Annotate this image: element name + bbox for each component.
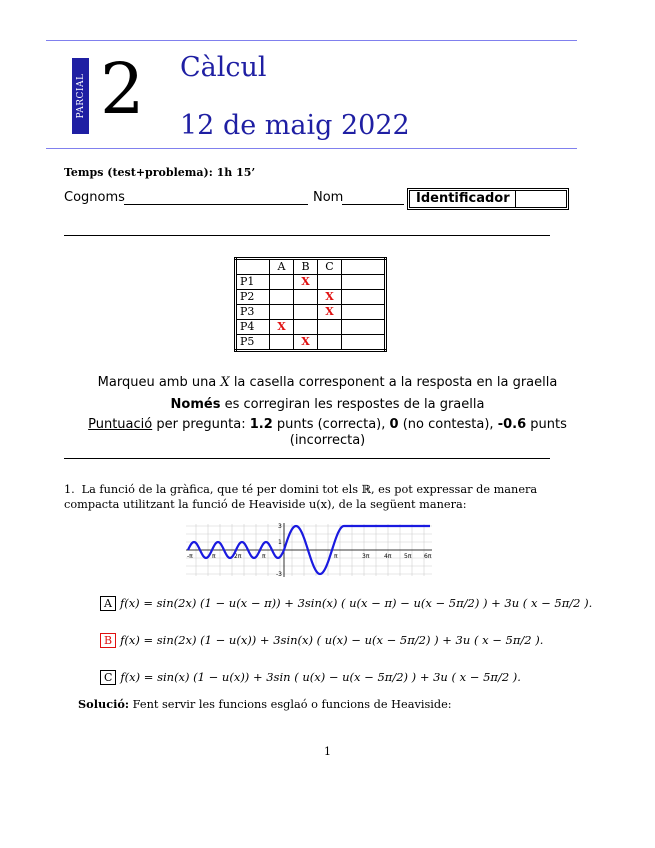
solution-text: Fent servir les funcions esglaó o funcions de Heaviside: bbox=[132, 698, 452, 711]
grid-header-cell: C bbox=[318, 259, 342, 275]
name-label: Nom bbox=[313, 190, 344, 205]
x-tick-label: -π bbox=[187, 553, 193, 560]
grid-answer-cell[interactable] bbox=[294, 290, 318, 305]
grid-row-label: P1 bbox=[236, 275, 270, 290]
option-b[interactable] bbox=[100, 633, 543, 648]
grid-answer-cell[interactable]: X bbox=[318, 290, 342, 305]
x-tick-label: 6π bbox=[424, 553, 432, 560]
exam-number: 2 bbox=[100, 48, 145, 130]
grid-row-label: P5 bbox=[236, 335, 270, 351]
grid-answer-cell[interactable] bbox=[270, 305, 294, 320]
instruction-text: per pregunta: bbox=[152, 417, 250, 432]
x-tick-label: 2π bbox=[234, 553, 242, 560]
option-letter: B bbox=[100, 633, 116, 648]
y-tick-label: 1 bbox=[278, 539, 282, 546]
instruction-line-4: (incorrecta) bbox=[289, 433, 366, 448]
solution bbox=[78, 697, 452, 711]
grid-answer-cell[interactable]: X bbox=[294, 335, 318, 351]
x-tick-label: π bbox=[334, 553, 338, 560]
surname-label: Cognoms bbox=[64, 190, 125, 205]
course-title: Càlcul bbox=[180, 52, 267, 83]
x-tick-label: 4π bbox=[384, 553, 392, 560]
x-tick-label: 3π bbox=[362, 553, 370, 560]
exam-date: 12 de maig 2022 bbox=[180, 110, 410, 141]
points-blank: 0 bbox=[389, 417, 399, 432]
points-correct: 1.2 bbox=[249, 417, 273, 432]
grid-answer-cell[interactable]: X bbox=[318, 305, 342, 320]
question-number: 1. bbox=[64, 483, 75, 496]
answer-grid bbox=[234, 257, 387, 352]
instruction-text: (no contesta), bbox=[398, 417, 498, 432]
grid-answer-cell[interactable] bbox=[270, 290, 294, 305]
header-bottom-rule bbox=[46, 148, 577, 149]
grid-row bbox=[236, 335, 386, 351]
option-letter: A bbox=[100, 596, 116, 611]
signature-rule bbox=[64, 235, 550, 236]
grid-answer-cell[interactable] bbox=[318, 335, 342, 351]
grid-answer-cell[interactable] bbox=[318, 320, 342, 335]
surname-field[interactable] bbox=[124, 204, 308, 205]
grid-row bbox=[236, 290, 386, 305]
option-a[interactable] bbox=[100, 596, 592, 611]
grid-answer-cell[interactable] bbox=[270, 335, 294, 351]
grid-header-cell bbox=[342, 259, 386, 275]
grid-extra-cell bbox=[342, 335, 386, 351]
instruction-text: punts (correcta), bbox=[272, 417, 390, 432]
identifier-separator bbox=[515, 191, 516, 207]
grid-answer-cell[interactable]: X bbox=[294, 275, 318, 290]
name-field[interactable] bbox=[342, 204, 404, 205]
y-tick-label: -3 bbox=[276, 571, 282, 578]
grid-answer-cell[interactable] bbox=[294, 305, 318, 320]
instruction-line-1 bbox=[0, 375, 655, 390]
option-expression: f(x) = sin(2x) (1 − u(x − π)) + 3sin(x) ( u(x − π) − u(x − 5π/2) ) + 3u ( x − 5π/2 ). bbox=[119, 596, 593, 610]
instruction-text: Marqueu amb una bbox=[97, 375, 221, 390]
question-body: La funció de la gràfica, que té per domini tot els ℝ, es pot expressar de manera compacta utilitzant la funció de Heaviside u(x), de la següent manera: bbox=[64, 483, 538, 511]
grid-extra-cell bbox=[342, 320, 386, 335]
instruction-bold: Només bbox=[170, 397, 221, 412]
instruction-text: es corregiran les respostes de la graella bbox=[220, 397, 485, 412]
question-text bbox=[64, 482, 584, 512]
grid-answer-cell[interactable] bbox=[294, 320, 318, 335]
points-incorrect: -0.6 bbox=[497, 417, 527, 432]
exam-type-tab bbox=[72, 58, 89, 134]
page-number: 1 bbox=[324, 745, 331, 758]
instruction-underlined: Puntuació bbox=[88, 417, 153, 432]
section-rule bbox=[64, 458, 550, 459]
grid-row bbox=[236, 275, 386, 290]
grid-answer-cell[interactable] bbox=[270, 275, 294, 290]
grid-row bbox=[236, 305, 386, 320]
option-expression: f(x) = sin(x) (1 − u(x)) + 3sin ( u(x) − u(x − 5π/2) ) + 3u ( x − 5π/2 ). bbox=[120, 670, 521, 684]
option-expression: f(x) = sin(2x) (1 − u(x)) + 3sin(x) ( u(x) − u(x − 5π/2) ) + 3u ( x − 5π/2 ). bbox=[120, 633, 544, 647]
grid-header-row bbox=[236, 259, 386, 275]
grid-extra-cell bbox=[342, 275, 386, 290]
instruction-line-2 bbox=[0, 397, 655, 412]
grid-row-label: P3 bbox=[236, 305, 270, 320]
instruction-line-3 bbox=[0, 417, 655, 432]
solution-label: Solució: bbox=[78, 697, 130, 711]
instruction-text: la casella corresponent a la resposta en la graella bbox=[229, 375, 558, 390]
grid-header-cell: A bbox=[270, 259, 294, 275]
grid-answer-cell[interactable]: X bbox=[270, 320, 294, 335]
y-tick-label: 3 bbox=[278, 523, 282, 530]
grid-row bbox=[236, 320, 386, 335]
function-graph bbox=[184, 520, 434, 578]
instruction-var: X bbox=[220, 375, 230, 390]
x-tick-label: π bbox=[212, 553, 216, 560]
identifier-label: Identificador bbox=[416, 191, 510, 206]
x-tick-label: 5π bbox=[404, 553, 412, 560]
grid-answer-cell[interactable] bbox=[318, 275, 342, 290]
header-top-rule bbox=[46, 40, 577, 41]
grid-row-label: P2 bbox=[236, 290, 270, 305]
identifier-box[interactable] bbox=[407, 188, 569, 210]
grid-extra-cell bbox=[342, 290, 386, 305]
instruction-text: punts bbox=[526, 417, 567, 432]
grid-header-cell: B bbox=[294, 259, 318, 275]
grid-extra-cell bbox=[342, 305, 386, 320]
x-tick-label: π bbox=[262, 553, 266, 560]
grid-row-label: P4 bbox=[236, 320, 270, 335]
grid-header-cell bbox=[236, 259, 270, 275]
option-letter: C bbox=[100, 670, 116, 685]
option-c[interactable] bbox=[100, 670, 521, 685]
time-label: Temps (test+problema): 1h 15’ bbox=[64, 166, 256, 179]
exam-type-label: PARCIAL bbox=[75, 73, 86, 119]
